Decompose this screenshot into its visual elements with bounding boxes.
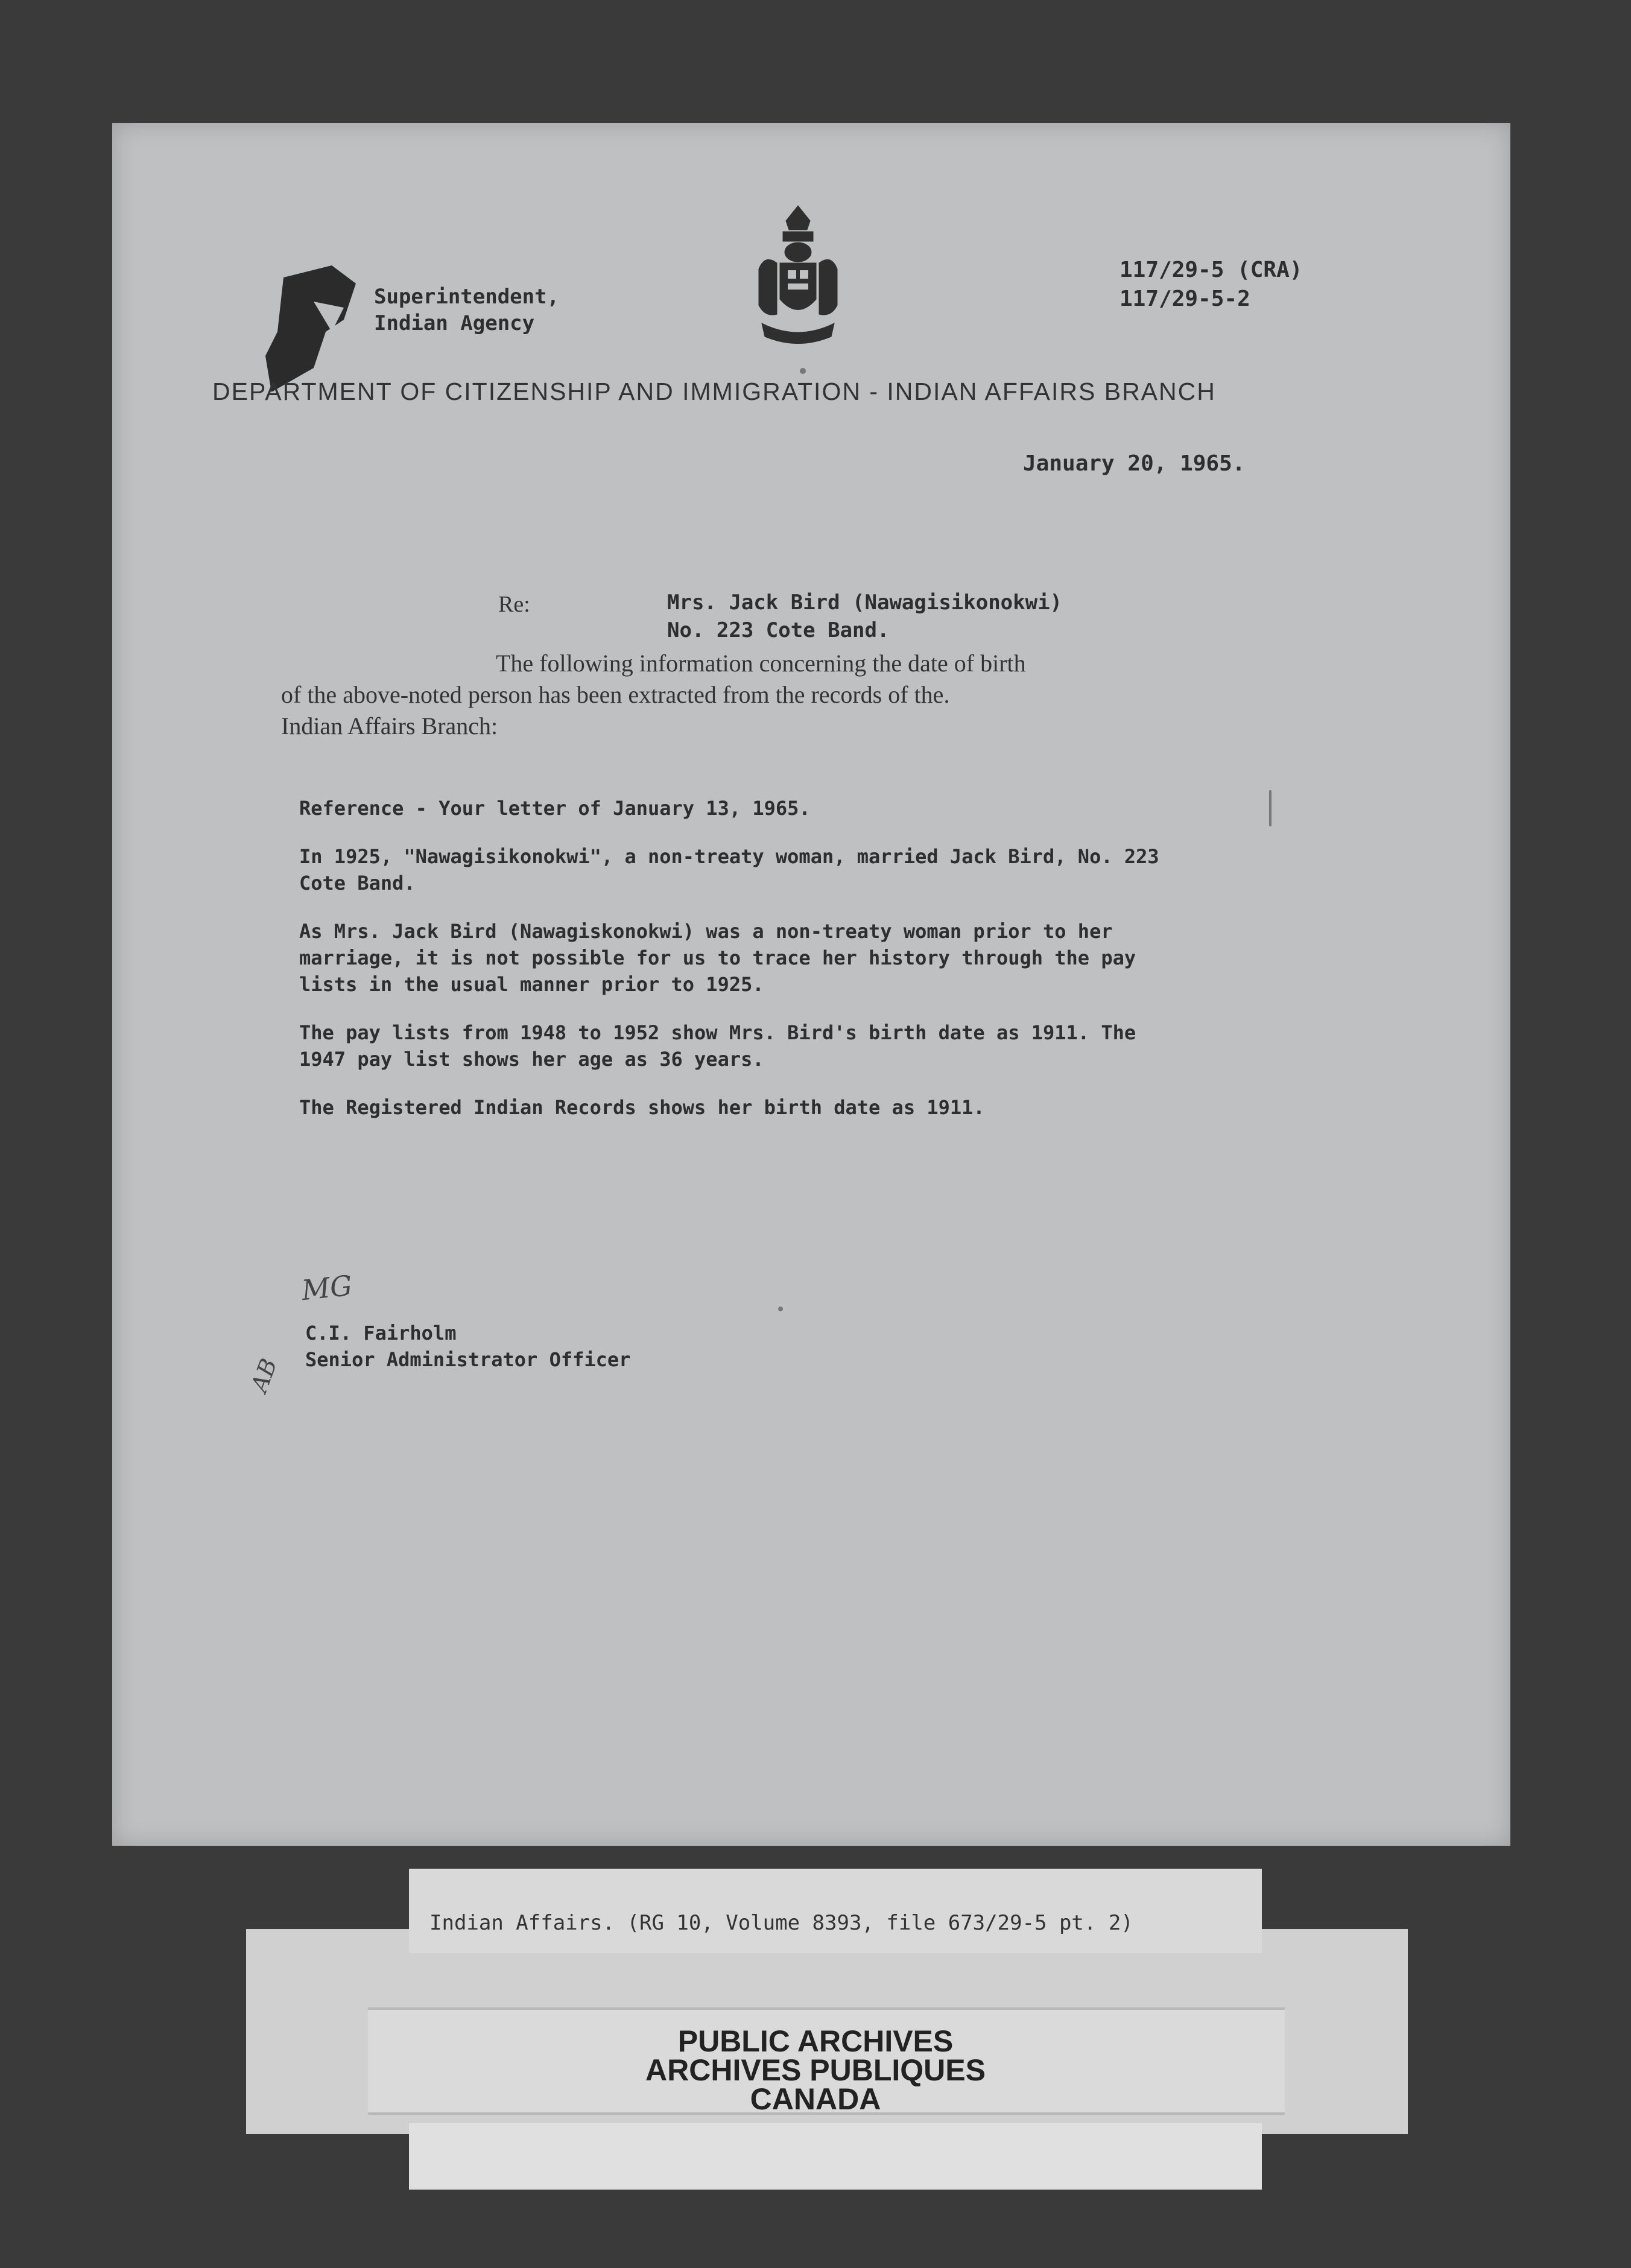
subject-line-2: No. 223 Cote Band. (667, 618, 890, 642)
file-reference-block (1120, 256, 1302, 314)
stamp-line-1: PUBLIC ARCHIVES (677, 2024, 954, 2058)
addressee-line-2: Indian Agency (374, 311, 535, 335)
paragraph-4-line-1: The Registered Indian Records shows her birth date as 1911. (299, 1096, 985, 1119)
archive-citation-label (409, 1869, 1262, 1953)
archive-stamp-tab (409, 2123, 1262, 2190)
signature-block (305, 1320, 630, 1373)
signatory-name: C.I. Fairholm (305, 1322, 457, 1345)
paragraph-2-line-1: As Mrs. Jack Bird (Nawagiskonokwi) was a non-treaty woman prior to her (299, 920, 1113, 943)
stamp-line-3: CANADA (750, 2082, 881, 2116)
paragraph-3-line-1: The pay lists from 1948 to 1952 show Mrs. Bird's birth date as 1911. The (299, 1021, 1136, 1044)
intro-line-3: Indian Affairs Branch: (281, 712, 498, 740)
paragraph-2-line-3: lists in the usual manner prior to 1925. (299, 973, 764, 996)
file-ref-1: 117/29-5 (CRA) (1120, 258, 1303, 282)
handwritten-initials: MG (300, 1269, 354, 1307)
dust-speck (800, 368, 806, 374)
stamp-line-2: ARCHIVES PUBLIQUES (645, 2053, 986, 2087)
letter-body (299, 795, 1385, 1142)
paragraph-2-line-2: marriage, it is not possible for us to trace her history through the pay (299, 946, 1136, 969)
signatory-title: Senior Administrator Officer (305, 1348, 631, 1371)
scratch-mark (1269, 790, 1272, 826)
intro-line-2: of the above-noted person has been extracted from the records of the. (281, 681, 950, 708)
subject-label: Re: (498, 592, 530, 617)
department-heading: DEPARTMENT OF CITIZENSHIP AND IMMIGRATION - INDIAN AFFAIRS BRANCH (212, 378, 1216, 405)
paragraph-1-line-2: Cote Band. (299, 872, 416, 895)
archive-stamp (0, 2024, 1631, 2116)
dust-speck (778, 1307, 783, 1311)
subject-block (667, 589, 1062, 644)
letter-date: January 20, 1965. (1023, 451, 1246, 476)
archive-citation-text: Indian Affairs. (RG 10, Volume 8393, file 673/29-5 pt. 2) (429, 1911, 1133, 1935)
reference-text: Reference - Your letter of January 13, 1965. (299, 797, 811, 820)
addressee-block (374, 284, 559, 337)
subject-line-1: Mrs. Jack Bird (Nawagisikonokwi) (667, 591, 1063, 615)
intro-paragraph (281, 648, 1026, 742)
handwritten-side-initials: AB (245, 1355, 282, 1396)
addressee-line-1: Superintendent, (374, 285, 560, 309)
paragraph-3-line-2: 1947 pay list shows her age as 36 years. (299, 1048, 764, 1071)
reference-line (299, 795, 1385, 822)
paragraph-4 (299, 1094, 1385, 1121)
coat-of-arms-icon (753, 203, 843, 353)
file-ref-2: 117/29-5-2 (1120, 287, 1250, 311)
paragraph-3 (299, 1019, 1385, 1072)
paragraph-2 (299, 918, 1385, 998)
paragraph-1 (299, 843, 1385, 896)
paragraph-1-line-1: In 1925, "Nawagisikonokwi", a non-treaty woman, married Jack Bird, No. 223 (299, 845, 1159, 868)
intro-line-1: The following information concerning the date of birth (496, 650, 1026, 677)
